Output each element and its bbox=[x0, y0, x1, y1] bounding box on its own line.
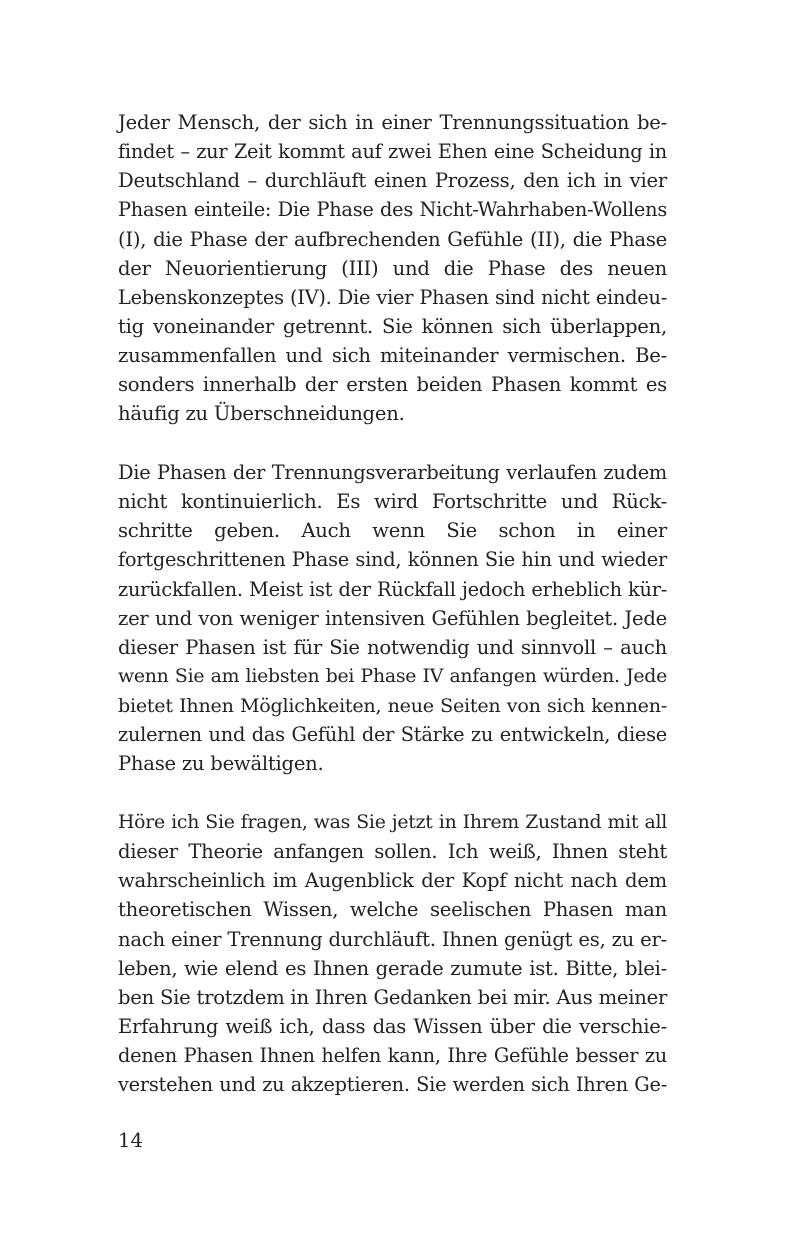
paragraph-2 bbox=[118, 458, 667, 779]
page-number: 14 bbox=[118, 1129, 143, 1152]
text-line: dieser Theorie anfangen sollen. Ich weiß, Ihnen steht bbox=[118, 840, 667, 864]
text-line: Deutschland – durchläuft einen Prozess, den ich in vier bbox=[118, 169, 667, 193]
text-line: Die Phasen der Trennungsverarbeitung verlaufen zudem bbox=[118, 461, 667, 484]
text-line: zer und von weniger intensiven Gefühlen begleitet. Jede bbox=[118, 606, 667, 630]
text-line: (I), die Phase der aufbrechenden Gefühle (II), die Phase bbox=[118, 227, 667, 251]
text-line: nicht kontinuierlich. Es wird Fortschritte und Rück- bbox=[118, 490, 667, 514]
text-line: häufig zu Überschneidungen. bbox=[118, 402, 405, 426]
text-line: zusammenfallen und sich miteinander vermischen. Be- bbox=[118, 344, 667, 368]
text-line: tig voneinander getrennt. Sie können sich überlappen, bbox=[118, 314, 667, 338]
text-line: verstehen und zu akzeptieren. Sie werden sich Ihren Ge- bbox=[118, 1073, 667, 1097]
text-line: wenn Sie am liebsten bei Phase IV anfangen würden. Jede bbox=[118, 665, 667, 687]
text-line: nach einer Trennung durchläuft. Ihnen genügt es, zu er- bbox=[118, 927, 667, 951]
text-line: Phasen einteile: Die Phase des Nicht-Wahrhaben-Wollens bbox=[118, 198, 667, 222]
text-line: denen Phasen Ihnen helfen kann, Ihre Gefühle besser zu bbox=[118, 1044, 667, 1068]
text-line: sonders innerhalb der ersten beiden Phasen kommt es bbox=[118, 373, 667, 397]
text-line: findet – zur Zeit kommt auf zwei Ehen eine Scheidung in bbox=[118, 140, 667, 164]
text-line: fortgeschrittenen Phase sind, können Sie hin und wieder bbox=[118, 548, 667, 572]
text-line: bietet Ihnen Möglichkeiten, neue Seiten von sich kennen- bbox=[118, 694, 667, 718]
text-line: Phase zu bewältigen. bbox=[118, 752, 324, 776]
text-line: leben, wie elend es Ihnen gerade zumute ist. Bitte, blei- bbox=[118, 956, 667, 980]
paragraph-3 bbox=[118, 808, 667, 1099]
text-line: Jeder Mensch, der sich in einer Trennungssituation be- bbox=[118, 111, 667, 134]
text-line: Höre ich Sie fragen, was Sie jetzt in Ihrem Zustand mit all bbox=[118, 812, 667, 833]
text-line: ben Sie trotzdem in Ihren Gedanken bei mir. Aus meiner bbox=[118, 985, 668, 1009]
text-line: zulernen und das Gefühl der Stärke zu entwickeln, diese bbox=[118, 723, 667, 747]
text-line: der Neuorientierung (III) und die Phase des neuen bbox=[118, 256, 667, 280]
text-line: wahrscheinlich im Augenblick der Kopf nicht nach dem bbox=[118, 869, 667, 893]
text-line: theoretischen Wissen, welche seelischen Phasen man bbox=[118, 898, 667, 922]
text-line: Erfahrung weiß ich, dass das Wissen über die verschie- bbox=[118, 1014, 667, 1038]
text-line: Lebenskonzeptes (IV). Die vier Phasen sind nicht eindeu- bbox=[118, 285, 667, 309]
text-line: schritte geben. Auch wenn Sie schon in einer bbox=[118, 519, 667, 543]
text-line: dieser Phasen ist für Sie notwendig und sinnvoll – auch bbox=[118, 635, 667, 659]
paragraph-1 bbox=[118, 108, 667, 429]
text-line: zurückfallen. Meist ist der Rückfall jedoch erheblich kür- bbox=[118, 577, 667, 601]
